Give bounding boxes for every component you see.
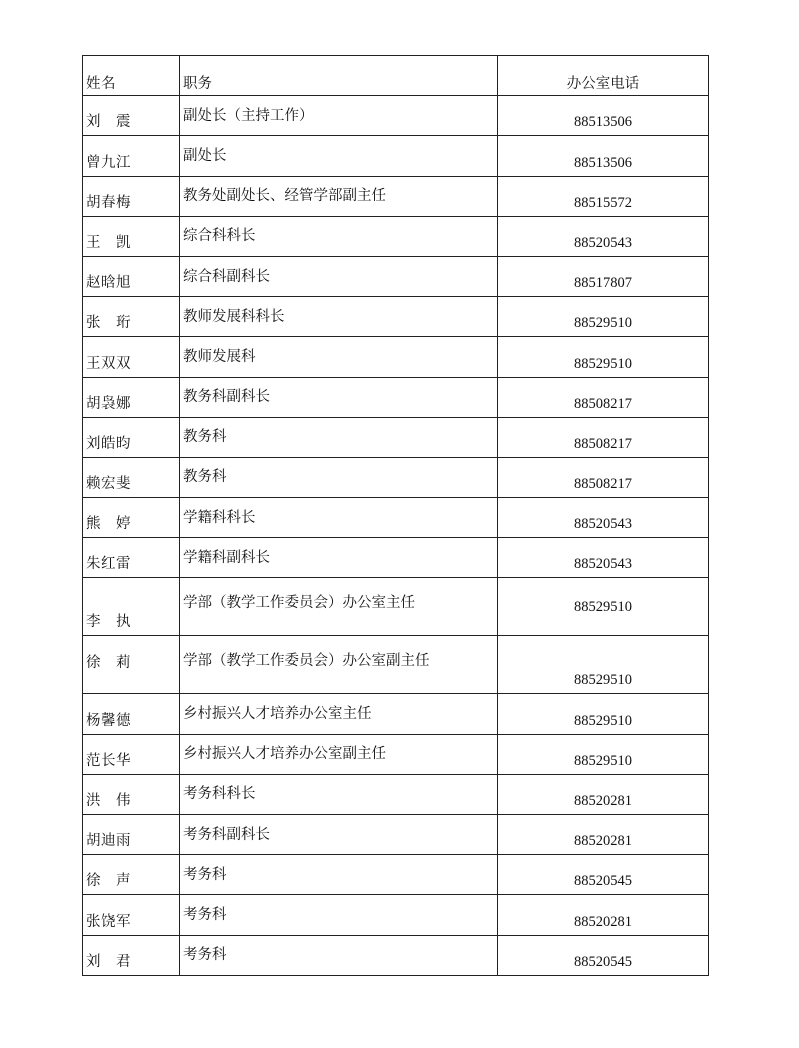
table-row: [83, 734, 709, 774]
cell-name: 王 凯: [83, 216, 180, 256]
cell-position: 副处长: [180, 136, 498, 176]
cell-position: 考务科科长: [180, 774, 498, 814]
cell-name: 刘 君: [83, 935, 180, 975]
cell-name: 杨馨德: [83, 694, 180, 734]
cell-position: 教务科: [180, 457, 498, 497]
cell-phone: 88513506: [498, 96, 709, 136]
cell-phone: 88520543: [498, 216, 709, 256]
cell-name: 胡迪雨: [83, 815, 180, 855]
table-row: [83, 498, 709, 538]
cell-position: 教务处副处长、经管学部副主任: [180, 176, 498, 216]
cell-position: 乡村振兴人才培养办公室副主任: [180, 734, 498, 774]
cell-phone: 88529510: [498, 578, 709, 636]
table-row: [83, 216, 709, 256]
cell-position: 教务科副科长: [180, 377, 498, 417]
staff-directory: [82, 55, 708, 976]
cell-name: 胡袅娜: [83, 377, 180, 417]
cell-position: 学部（教学工作委员会）办公室副主任: [180, 636, 498, 694]
cell-phone: 88508217: [498, 417, 709, 457]
cell-phone: 88520543: [498, 538, 709, 578]
cell-position: 学籍科副科长: [180, 538, 498, 578]
cell-name: 范长华: [83, 734, 180, 774]
cell-phone: 88520545: [498, 935, 709, 975]
cell-name: 徐 莉: [83, 636, 180, 694]
table-row: [83, 96, 709, 136]
cell-position: 综合科副科长: [180, 256, 498, 296]
cell-position: 考务科: [180, 855, 498, 895]
staff-table: [82, 55, 709, 976]
cell-phone: 88529510: [498, 694, 709, 734]
table-row: [83, 417, 709, 457]
cell-phone: 88513506: [498, 136, 709, 176]
cell-phone: 88529510: [498, 337, 709, 377]
cell-name: 张 珩: [83, 297, 180, 337]
cell-position: 教师发展科: [180, 337, 498, 377]
table-row: [83, 774, 709, 814]
table-row: [83, 176, 709, 216]
cell-phone: 88529510: [498, 636, 709, 694]
table-header-row: [83, 56, 709, 96]
table-row: [83, 855, 709, 895]
table-row: [83, 636, 709, 694]
cell-position: 教师发展科科长: [180, 297, 498, 337]
cell-name: 徐 声: [83, 855, 180, 895]
cell-name: 曾九江: [83, 136, 180, 176]
cell-position: 考务科副科长: [180, 815, 498, 855]
cell-phone: 88520281: [498, 895, 709, 935]
cell-position: 考务科: [180, 935, 498, 975]
table-row: [83, 815, 709, 855]
cell-phone: 88520281: [498, 774, 709, 814]
table-row: [83, 377, 709, 417]
cell-phone: 88529510: [498, 297, 709, 337]
cell-name: 刘 震: [83, 96, 180, 136]
header-name: 姓名: [83, 56, 180, 96]
header-phone: 办公室电话: [498, 56, 709, 96]
cell-phone: 88520545: [498, 855, 709, 895]
header-position: 职务: [180, 56, 498, 96]
cell-name: 王双双: [83, 337, 180, 377]
cell-position: 考务科: [180, 895, 498, 935]
cell-position: 教务科: [180, 417, 498, 457]
table-row: [83, 136, 709, 176]
cell-position: 副处长（主持工作）: [180, 96, 498, 136]
cell-name: 张饶军: [83, 895, 180, 935]
table-row: [83, 256, 709, 296]
table-row: [83, 694, 709, 734]
cell-phone: 88529510: [498, 734, 709, 774]
table-row: [83, 457, 709, 497]
cell-phone: 88517807: [498, 256, 709, 296]
cell-phone: 88520281: [498, 815, 709, 855]
cell-position: 学部（教学工作委员会）办公室主任: [180, 578, 498, 636]
cell-name: 朱红雷: [83, 538, 180, 578]
cell-position: 学籍科科长: [180, 498, 498, 538]
table-row: [83, 895, 709, 935]
cell-name: 洪 伟: [83, 774, 180, 814]
cell-name: 赵晗旭: [83, 256, 180, 296]
cell-phone: 88508217: [498, 377, 709, 417]
cell-phone: 88515572: [498, 176, 709, 216]
table-row: [83, 337, 709, 377]
cell-phone: 88520543: [498, 498, 709, 538]
table-row: [83, 578, 709, 636]
cell-name: 熊 婷: [83, 498, 180, 538]
cell-position: 综合科科长: [180, 216, 498, 256]
cell-position: 乡村振兴人才培养办公室主任: [180, 694, 498, 734]
cell-name: 李 执: [83, 578, 180, 636]
table-row: [83, 297, 709, 337]
cell-phone: 88508217: [498, 457, 709, 497]
table-row: [83, 935, 709, 975]
cell-name: 胡春梅: [83, 176, 180, 216]
table-row: [83, 538, 709, 578]
cell-name: 刘皓昀: [83, 417, 180, 457]
cell-name: 赖宏斐: [83, 457, 180, 497]
